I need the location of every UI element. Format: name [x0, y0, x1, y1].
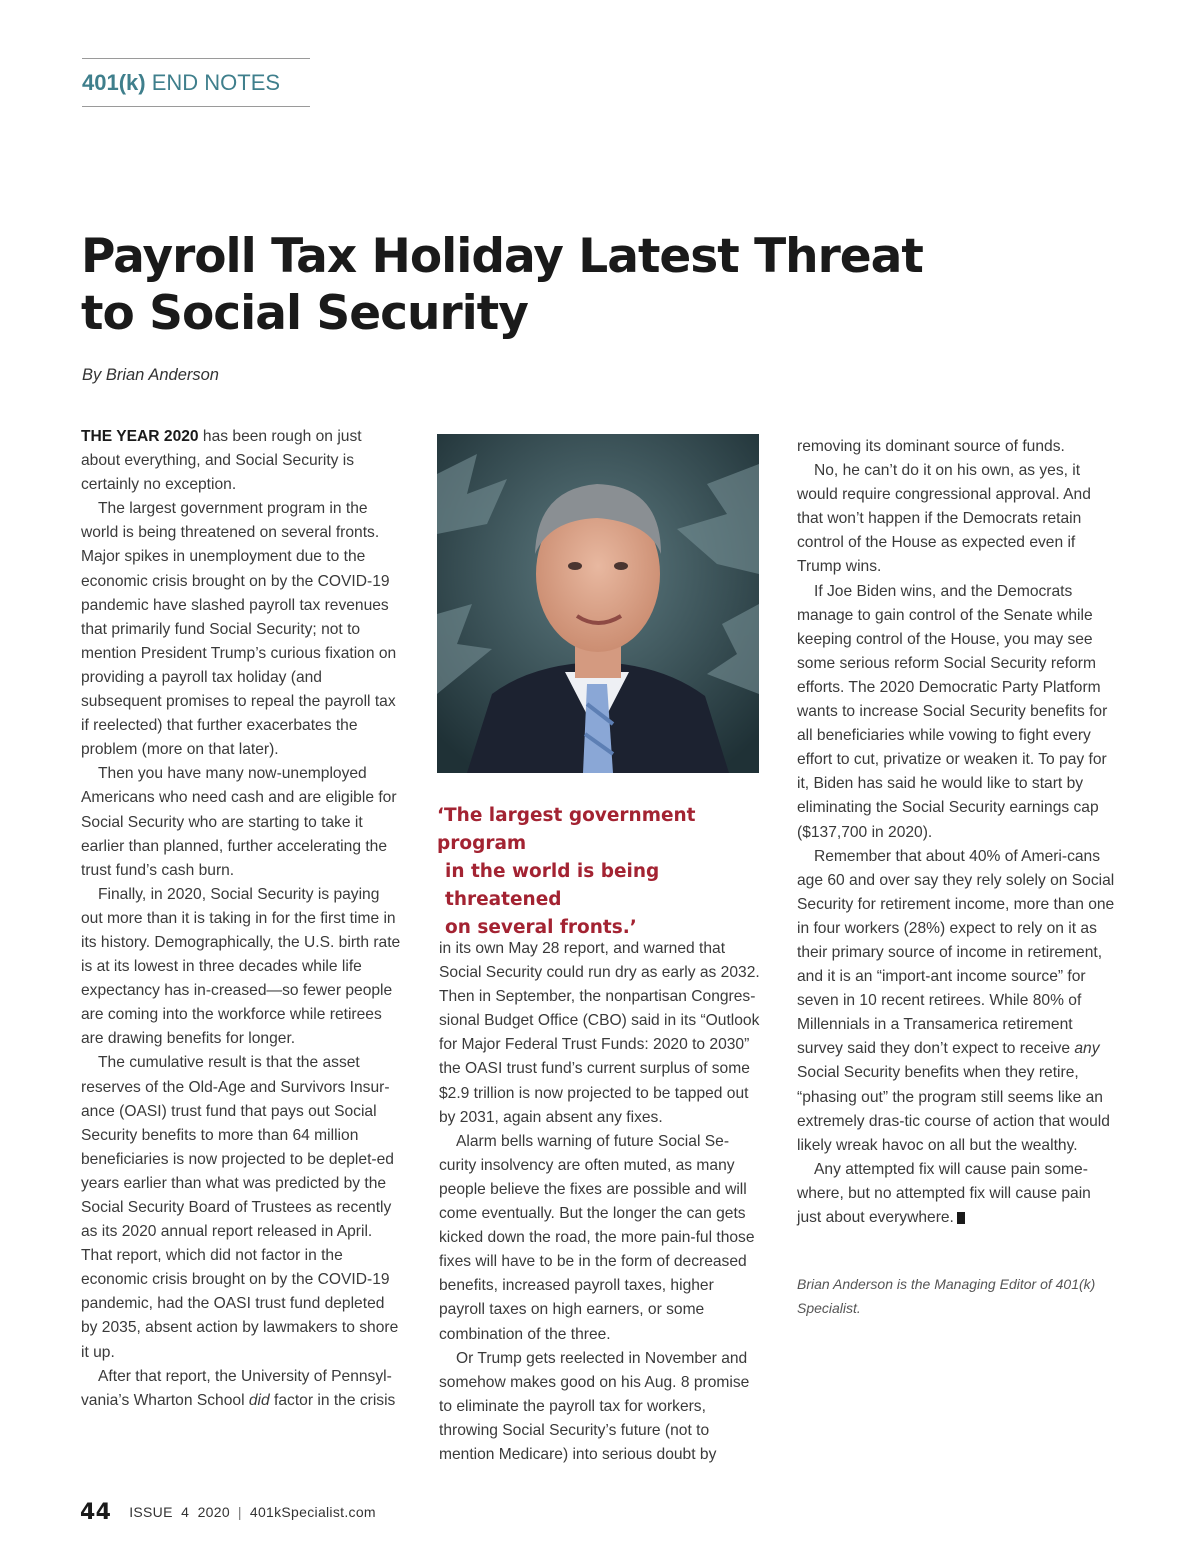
paragraph: Then you have many now-unemployed Americans who need cash and are eligible for Social Security who are starting to take it earlier than planned, further accelerating the trust fund’s cash burn.	[81, 765, 397, 879]
emphasis-text: any	[1074, 1040, 1100, 1058]
paragraph: The cumulative result is that the asset reserves of the Old-Age and Survivors Insur-ance (OASI) trust fund that pays out Social Security benefits to more than 64 million beneficiaries is now projected to be deplet-ed years earlier than what was predicted by the Social Security Board of Trustees as recently as its 2020 annual report released in April. That report, which did not factor in the economic crisis brought on by the COVID-19 pandemic, had the OASI trust fund depleted by 2035, absent action by lawmakers to shore it up.	[81, 1054, 399, 1361]
article-column-3	[797, 435, 1119, 1230]
paragraph: If Joe Biden wins, and the Democrats manage to gain control of the Senate while keeping control of the House, you may see some serious reform Social Security reform efforts. The 2020 Democratic Party Platform wants to increase Social Security benefits for all beneficiaries while vowing to fight every effort to cut, privatize or weaken it. To pay for it, Biden has said he would like to start by eliminating the Social Security earnings cap ($137,700 in 2020).	[797, 582, 1108, 841]
paragraph-text: Social Security benefits when they retire, “phasing out” the program still seems like an extremely dras-tic course of action that would likely wreak havoc on all but the wealthy.	[797, 1064, 1110, 1154]
paragraph: in its own May 28 report, and warned that Social Security could run dry as early as 2032. Then in September, the nonpartisan Congres-sional Budget Office (CBO) said in its “Outlook for Major Federal Trust Funds: 2020 to 2030” the OASI trust fund’s current surplus of some $2.9 trillion is now projected to be tapped out by 2031, again absent any fixes.	[439, 940, 760, 1126]
paragraph: Finally, in 2020, Social Security is paying out more than it is taking in for the first time in its history. Demographically, the U.S. birth rate is at its lowest in three decades while life expectancy has in-creased—so fewer people are coming into the workforce while retirees are drawing benefits for longer.	[81, 885, 401, 1048]
paragraph: No, he can’t do it on his own, as yes, it would require congressional approval. And that won’t happen if the Democrats retain control of the House as expected even if Trump wins.	[797, 462, 1091, 576]
paragraph-text: After that report, the University of Pennsyl-vania’s Wharton School	[81, 1367, 392, 1409]
author-bio: Brian Anderson is the Managing Editor of 401(k) Specialist.	[797, 1276, 1096, 1316]
byline: By Brian Anderson	[82, 366, 219, 384]
paragraph-text: Remember that about 40% of Ameri-cans age 60 and over say they rely solely on Social Security for retirement income, more than one in four workers (28%) expect to rely on it as their primary source of income in retirement, and it is an “import-ant income source” for seven in 10 recent retirees. While 80% of Millennials in a Transamerica retirement survey said they don’t expect to receive	[797, 847, 1115, 1058]
section-tag	[82, 70, 280, 96]
article-column-1	[81, 425, 403, 1413]
end-mark-icon: K	[957, 1212, 965, 1224]
footer-separator: |	[237, 1504, 242, 1520]
paragraph-text: Any attempted fix will cause pain some-where, but no attempted fix will cause pain just about everywhere.	[797, 1160, 1091, 1226]
section-tag-bold: 401(k)	[82, 70, 146, 95]
paragraph	[81, 425, 403, 497]
page-footer	[80, 1500, 376, 1525]
paragraph	[797, 1158, 1119, 1230]
issue-label: ISSUE 4 2020	[129, 1504, 230, 1520]
paragraph	[81, 1365, 403, 1413]
header-bottom-rule	[82, 106, 310, 107]
paragraph-text: factor in the crisis	[269, 1391, 396, 1409]
paragraph: Or Trump gets reelected in November and somehow makes good on his Aug. 8 promise to eliminate the payroll tax for workers, throwing Social Security’s future (not to mention Medicare) into serious doubt by	[439, 1349, 750, 1463]
paragraph: The largest government program in the world is being threatened on several fronts. Major spikes in unemployment due to the economic crisis brought on by the COVID-19 pandemic have slashed payroll tax revenues that primarily fund Social Security; not to mention President Trump’s curious fixation on providing a payroll tax holiday (and subsequent promises to repeal the payroll tax if reelected) that further exacerbates the problem (more on that later).	[81, 500, 397, 759]
page-number: 44	[80, 1500, 112, 1525]
pull-quote-line: in the world is being threatened	[445, 861, 660, 910]
portrait-illustration	[437, 434, 759, 773]
paragraph	[797, 845, 1119, 1158]
footer-site: 401kSpecialist.com	[249, 1504, 376, 1520]
lead-in: THE YEAR 2020	[81, 428, 199, 445]
pull-quote-line: ‘The largest government program	[437, 805, 696, 854]
article-column-2	[439, 937, 761, 1467]
header-top-rule	[82, 58, 310, 59]
pull-quote	[437, 802, 767, 942]
emphasis-text: did	[248, 1391, 270, 1409]
paragraph: Alarm bells warning of future Social Se-curity insolvency are often muted, as many people believe the fixes are possible and will come eventually. But the longer the can gets kicked down the road, the more pain-ful those fixes will have to be in the form of decreased benefits, increased payroll taxes, higher payroll taxes on high earners, or some combination of the three.	[439, 1132, 755, 1343]
article-title: Payroll Tax Holiday Latest Threat to Social Security	[81, 229, 923, 341]
paragraph: removing its dominant source of funds.	[797, 438, 1065, 455]
paragraph-text: has been rough on just about everything, and Social Security is certainly no exception.	[81, 428, 362, 494]
section-tag-rest: END NOTES	[145, 70, 281, 95]
pull-quote-line: on several fronts.’	[445, 917, 637, 938]
author-photo	[437, 434, 759, 773]
